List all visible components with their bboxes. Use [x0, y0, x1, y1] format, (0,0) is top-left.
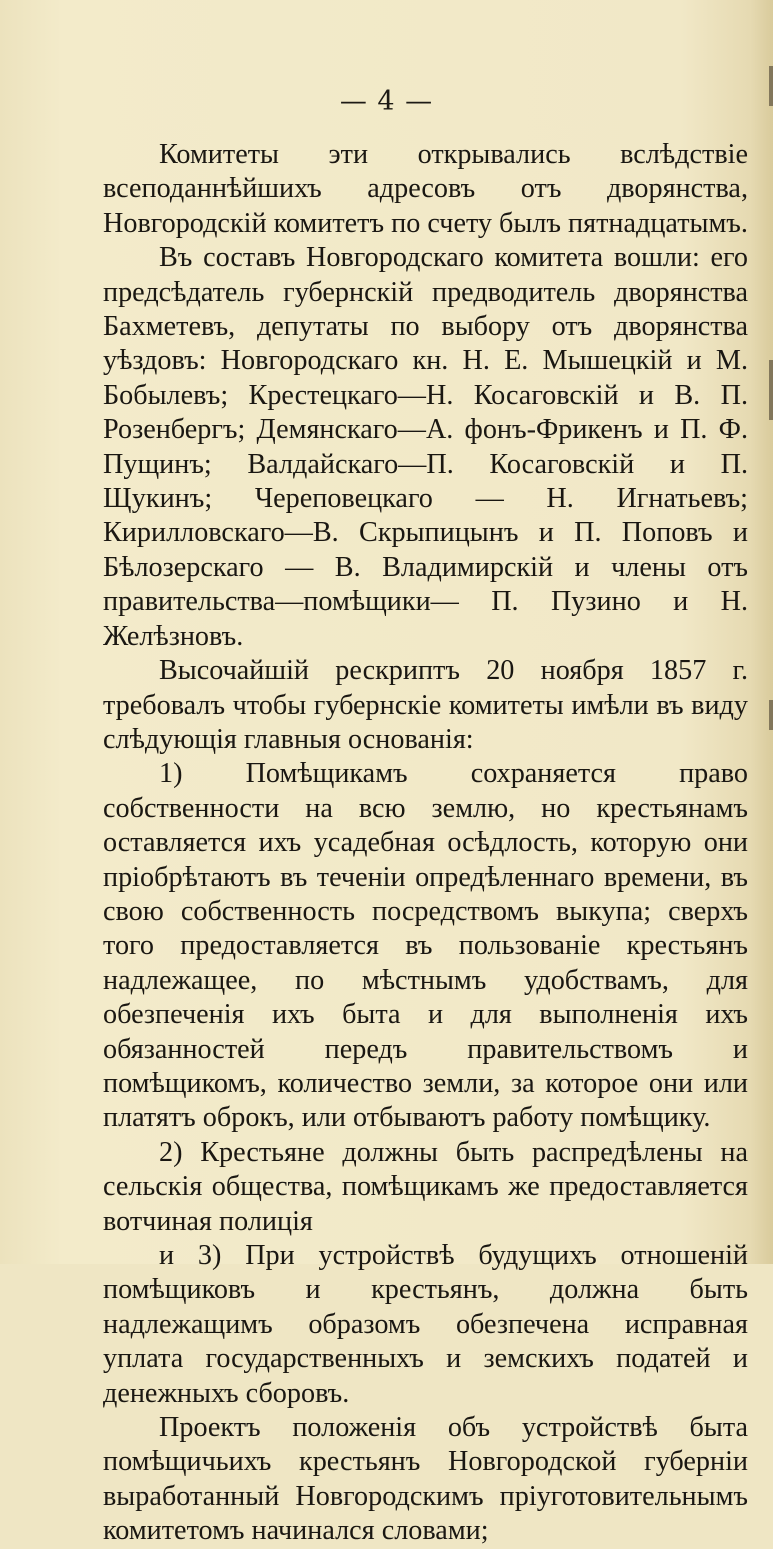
page-edge-mark [769, 700, 773, 730]
paragraph-principle-1: 1) Помѣщикамъ сохраняется право собственности на всю землю, но крестьянамъ оставляется ихъ усадебная осѣдлость, которую они пріобрѣтаютъ въ теченіи опредѣленнаго времени, въ свою собственность посредствомъ выкупа; сверхъ того предоставляется въ пользованіе крестьянъ надлежащее, по мѣстнымъ удобствамъ, для обезпеченія ихъ быта и для выполненія ихъ обязанностей передъ правительствомъ и помѣщикомъ, количество земли, за которое они или платятъ оброкъ, или отбываютъ работу помѣщику. [103, 758, 748, 1134]
paragraph-principle-2: 2) Крестьяне должны быть распредѣлены на сельскія общества, помѣщикамъ же предоставляется вотчиная полиція [103, 1136, 748, 1237]
page-edge-mark [769, 360, 773, 420]
page-number: — 4 — [339, 86, 434, 117]
paragraph-committees-opening: Комитеты эти открывались вслѣдствіе всеподаннѣйшихъ адресовъ отъ дворянства, Новгородскій комитетъ по счету былъ пятнадцатымъ. [103, 139, 748, 239]
paragraph-project: Проектъ положенія объ устройствѣ быта помѣщичьихъ крестьянъ Новгородской губерніи выработанный Новгородскимъ пріуготовительнымъ комитетомъ начинался словами; [103, 1412, 748, 1547]
paragraph-principle-3: и 3) При устройствѣ будущихъ отношеній помѣщиковъ и крестьянъ, должна быть надлежащимъ образомъ обезпечена исправная уплата государственныхъ и земскихъ податей и денежныхъ сборовъ. [103, 1240, 748, 1409]
page-text [103, 138, 748, 1549]
paragraph-rescript: Высочайшій рескриптъ 20 ноября 1857 г. требовалъ чтобы губернскіе комитеты имѣли въ виду слѣдующія главныя основанія: [103, 655, 748, 755]
paragraph-committee-composition: Въ составъ Новгородскаго комитета вошли: его предсѣдатель губернскій предводитель дворянства Бахметевъ, депутаты по выбору отъ дворянства уѣздовъ: Новгородскаго кн. Н. Е. Мышецкій и М. Бобылевъ; Крестецкаго—Н. Косаговскій и В. П. Розенбергъ; Демянскаго—А. фонъ-Фрикенъ и П. Ф. Пущинъ; Валдайскаго—П. Косаговскій и П. Щукинъ; Череповецкаго — Н. Игнатьевъ; Кирилловскаго—В. Скрыпицынъ и П. Поповъ и Бѣлозерскаго — В. Владимирскій и члены отъ правительства—помѣщики— П. Пузино и Н. Желѣзновъ. [103, 242, 748, 652]
